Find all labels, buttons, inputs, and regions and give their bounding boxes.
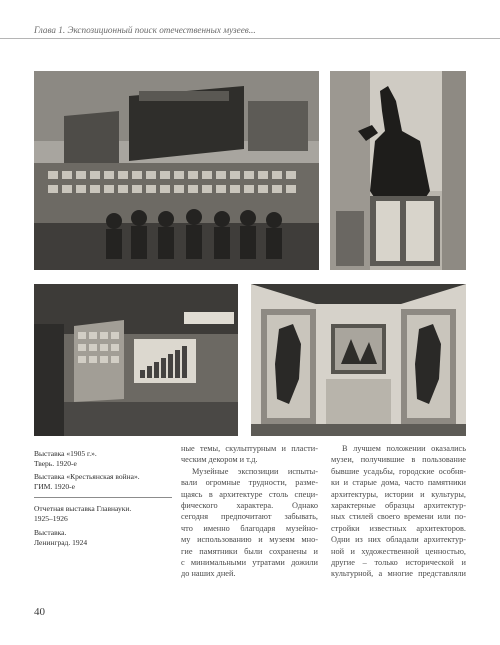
text-line: ные темы, скульптурным и пласти- xyxy=(181,444,318,453)
caption-meta: Тверь. 1920-е xyxy=(34,458,77,468)
caption-glavnauka-exhibition xyxy=(34,504,169,523)
photo-exhibition-1905 xyxy=(34,71,319,270)
text-line: ной и художественной ценностью, xyxy=(331,546,466,556)
text-line: гие памятники были сохранены и xyxy=(181,546,318,556)
text-line: с минимальными утратами дожили xyxy=(181,558,318,568)
caption-title: Выставка «1905 г.». xyxy=(34,449,97,458)
photo-exhibition-peasant-war xyxy=(330,71,466,270)
caption-meta: 1925–1926 xyxy=(34,513,68,523)
caption-1905-exhibition xyxy=(34,449,169,468)
text-line: щаясь в архитектуре столь специ- xyxy=(181,489,318,499)
text-line: ных стилей своего времени или по- xyxy=(331,512,466,522)
text-line: что именно благодаря музейно- xyxy=(181,523,318,533)
text-line: Одни из них обладали архитектур- xyxy=(331,535,466,545)
text-line: В лучшем положении оказались xyxy=(342,444,466,453)
text-line: сегодня предпочитают забывать, xyxy=(181,512,318,522)
caption-peasant-war-exhibition xyxy=(34,472,169,491)
header-divider xyxy=(0,38,500,39)
caption-divider xyxy=(34,497,172,498)
running-header: Глава 1. Экспозиционный поиск отечественных музеев... xyxy=(34,25,256,35)
caption-meta: Ленинград. 1924 xyxy=(34,537,88,547)
page-number: 40 xyxy=(34,606,45,618)
caption-title: Выставка «Крестьянская война». xyxy=(34,472,140,481)
text-line: фического характера. Однако xyxy=(181,501,318,511)
body-column-middle xyxy=(181,443,318,580)
caption-title: Отчетная выставка Главнауки. xyxy=(34,504,132,513)
text-line: музеи, получившие в пользование xyxy=(331,455,466,465)
text-line: архитектуры, истории и культуры, xyxy=(331,489,466,499)
text-line: вали огромные трудности, разме- xyxy=(181,478,318,488)
text-line: до наших дней. xyxy=(181,569,236,579)
text-line: Музейные экспозиции испыты- xyxy=(192,466,318,476)
text-line: му использованию и музеям мно- xyxy=(181,535,318,545)
photo-glavnauka-report-exhibition xyxy=(34,284,238,436)
text-line: культурной, а многие представляли xyxy=(331,569,466,579)
text-line: характерные образцы архитектур- xyxy=(331,501,466,511)
text-line: бывшие усадьбы, городские особня- xyxy=(331,466,466,476)
text-line: ческим декором и т.д. xyxy=(181,455,258,465)
text-line: ки и старые дома, часто памятники xyxy=(331,478,466,488)
caption-meta: ГИМ. 1920-е xyxy=(34,481,75,491)
caption-title: Выставка. xyxy=(34,528,67,537)
text-line: другие – только исторической и xyxy=(331,558,466,568)
text-line: стройки известных архитекторов. xyxy=(331,523,466,533)
caption-leningrad-exhibition xyxy=(34,528,169,547)
photo-leningrad-exhibition xyxy=(251,284,466,436)
body-column-right xyxy=(331,443,466,580)
